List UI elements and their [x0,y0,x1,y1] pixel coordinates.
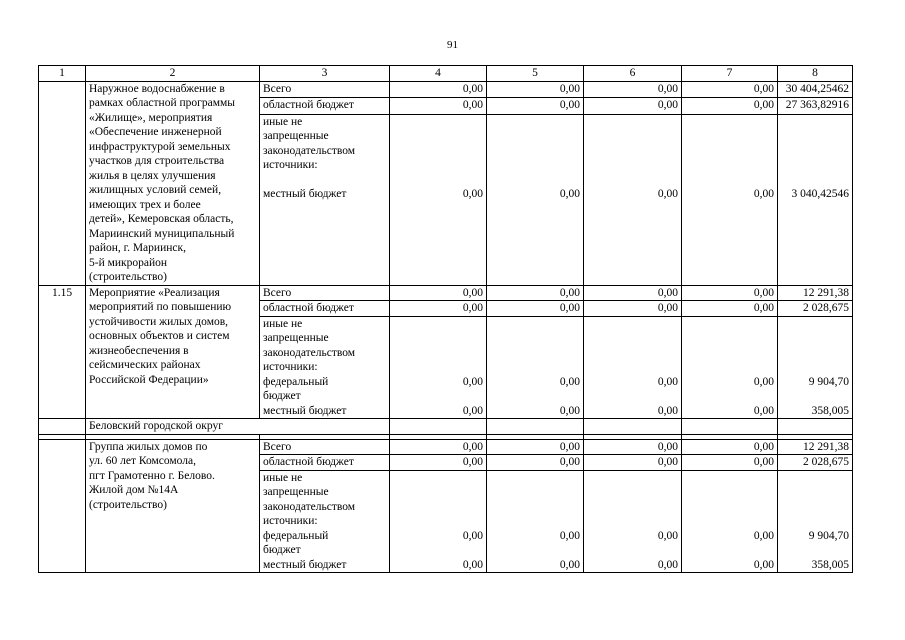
value-federal: 9 904,70 [808,375,849,388]
source-other-line: запрещенные [263,486,329,498]
value-cell [584,470,682,573]
source-local: местный бюджет [263,188,347,200]
value-cell: 0,00 [487,81,584,98]
value-cell [390,470,487,573]
object-description [86,81,260,285]
source-other-line: законодательством [263,346,356,359]
value-cell: 0,00 [390,439,487,455]
value-federal: 0,00 [462,375,483,388]
source-other-line: иные не [263,317,303,330]
value-local: 0,00 [657,558,678,571]
header-cell: 5 [487,66,584,82]
source-other-line: источники: [263,515,318,527]
value-cell [778,470,853,573]
row-number: 1.15 [39,285,86,419]
description-line: устойчивости жилых домов, [89,315,229,328]
district-label: Беловский городской округ [86,419,390,435]
value-cell: 0,00 [390,81,487,98]
source-other [260,316,390,419]
value-cell: 0,00 [584,81,682,98]
page-number: 91 [447,39,458,51]
header-cell: 3 [260,66,390,82]
source-federal-line: бюджет [263,544,301,556]
value-cell [584,114,682,285]
description-line: детей», Кемеровская область, [89,213,234,225]
source-total: Всего [260,81,390,98]
description-line: (строительство) [89,498,167,511]
value-local: 0,00 [753,404,774,417]
value-local: 0,00 [753,558,774,571]
description-line: участков для строительства [89,155,225,167]
source-regional: областной бюджет [260,455,390,471]
value-local: 358,005 [811,558,849,571]
value-cell: 2 028,675 [778,455,853,471]
description-line: сейсмических районах [89,359,201,371]
source-local: местный бюджет [263,404,347,417]
value-federal: 0,00 [462,529,483,542]
value-cell: 12 291,38 [778,439,853,455]
value-local: 358,005 [811,404,849,417]
object-description [86,439,260,573]
value-cell [682,470,778,573]
value-cell: 0,00 [390,301,487,317]
value-local: 3 040,42546 [791,188,849,200]
description-line: «Жилище», мероприятия [89,111,213,124]
value-local: 0,00 [559,188,580,200]
value-cell: 0,00 [584,301,682,317]
value-federal: 0,00 [657,375,678,388]
value-local: 0,00 [462,404,483,417]
value-cell [778,316,853,419]
description-line: Группа жилых домов по [89,440,208,453]
value-cell: 0,00 [682,455,778,471]
value-cell [584,316,682,419]
description-line: район, г. Мариинск, [89,242,186,254]
table-row [39,439,853,455]
value-cell: 30 404,25462 [778,81,853,98]
value-cell [487,316,584,419]
source-local: местный бюджет [263,558,347,571]
source-total: Всего [260,285,390,301]
source-other-line: иные не [263,471,303,484]
header-cell: 8 [778,66,853,82]
value-cell: 0,00 [682,285,778,301]
value-cell: 0,00 [487,301,584,317]
value-cell: 0,00 [584,285,682,301]
value-cell: 2 028,675 [778,301,853,317]
description-line: (строительство) [89,271,167,283]
description-line: Российской Федерации» [89,373,209,386]
description-line: жилья в целях улучшения [89,169,216,182]
budget-table [38,65,853,573]
header-cell: 4 [390,66,487,82]
value-federal: 0,00 [559,375,580,388]
description-line: Наружное водоснабжение в [89,82,225,95]
value-local: 0,00 [753,188,774,200]
value-cell: 0,00 [487,285,584,301]
value-local: 0,00 [462,188,483,200]
value-cell [390,316,487,419]
table-row [39,419,853,435]
description-line: имеющих трех и более [89,198,201,211]
value-cell: 0,00 [682,439,778,455]
row-number [39,439,86,573]
description-line: инфраструктурой земельных [89,140,231,153]
value-cell: 0,00 [682,81,778,98]
source-other-line: иные не [263,115,303,128]
source-other-line: источники: [263,361,318,373]
value-federal: 0,00 [657,529,678,542]
header-cell: 6 [584,66,682,82]
source-other-line: запрещенные [263,130,329,142]
value-cell: 12 291,38 [778,285,853,301]
value-cell: 0,00 [487,455,584,471]
value-cell: 0,00 [487,439,584,455]
value-cell [682,316,778,419]
value-cell [682,114,778,285]
value-cell [778,114,853,285]
value-federal: 0,00 [559,529,580,542]
description-line: рамках областной программы [89,97,236,109]
value-local: 0,00 [559,404,580,417]
object-description [86,285,260,419]
description-line: ул. 60 лет Комсомола, [89,455,196,467]
source-federal-line: федеральный [263,375,329,388]
source-regional: областной бюджет [260,98,390,115]
header-cell: 2 [86,66,260,82]
description-line: основных объектов и систем [89,330,230,342]
source-federal-line: федеральный [263,529,329,542]
description-line: «Обеспечение инженерной [89,126,222,138]
value-local: 0,00 [559,558,580,571]
value-federal: 0,00 [753,529,774,542]
description-line: жилищных условий семей, [89,184,222,196]
source-other [260,114,390,285]
description-line: пгт Грамотенно г. Белово. [89,469,215,482]
source-federal-line: бюджет [263,390,301,402]
source-other [260,470,390,573]
value-local: 0,00 [657,404,678,417]
description-line: Жилой дом №14А [89,484,179,496]
description-line: 5-й микрорайон [89,256,168,269]
table-row [39,285,853,301]
table-row [39,81,853,98]
value-cell: 0,00 [682,98,778,115]
value-local: 0,00 [462,558,483,571]
description-line: мероприятий по повышению [89,301,232,313]
value-federal: 9 904,70 [808,529,849,542]
value-cell: 0,00 [682,301,778,317]
header-row [39,66,853,82]
value-cell: 0,00 [584,439,682,455]
description-line: Мариинский муниципальный [89,227,235,240]
source-regional: областной бюджет [260,301,390,317]
description-line: жизнеобеспечения в [89,344,189,357]
value-cell: 0,00 [390,98,487,115]
source-other-line: законодательством [263,500,356,513]
value-cell: 27 363,82916 [778,98,853,115]
source-other-line: источники: [263,159,318,171]
row-number [39,81,86,285]
value-cell [487,114,584,285]
value-cell: 0,00 [390,285,487,301]
value-local: 0,00 [657,188,678,200]
source-total: Всего [260,439,390,455]
header-cell: 7 [682,66,778,82]
description-line: Мероприятие «Реализация [89,286,220,299]
value-cell: 0,00 [584,455,682,471]
source-other-line: запрещенные [263,332,329,344]
value-federal: 0,00 [753,375,774,388]
header-cell: 1 [39,66,86,82]
source-other-line: законодательством [263,144,356,157]
value-cell: 0,00 [390,455,487,471]
value-cell: 0,00 [487,98,584,115]
value-cell: 0,00 [584,98,682,115]
value-cell [390,114,487,285]
value-cell [487,470,584,573]
